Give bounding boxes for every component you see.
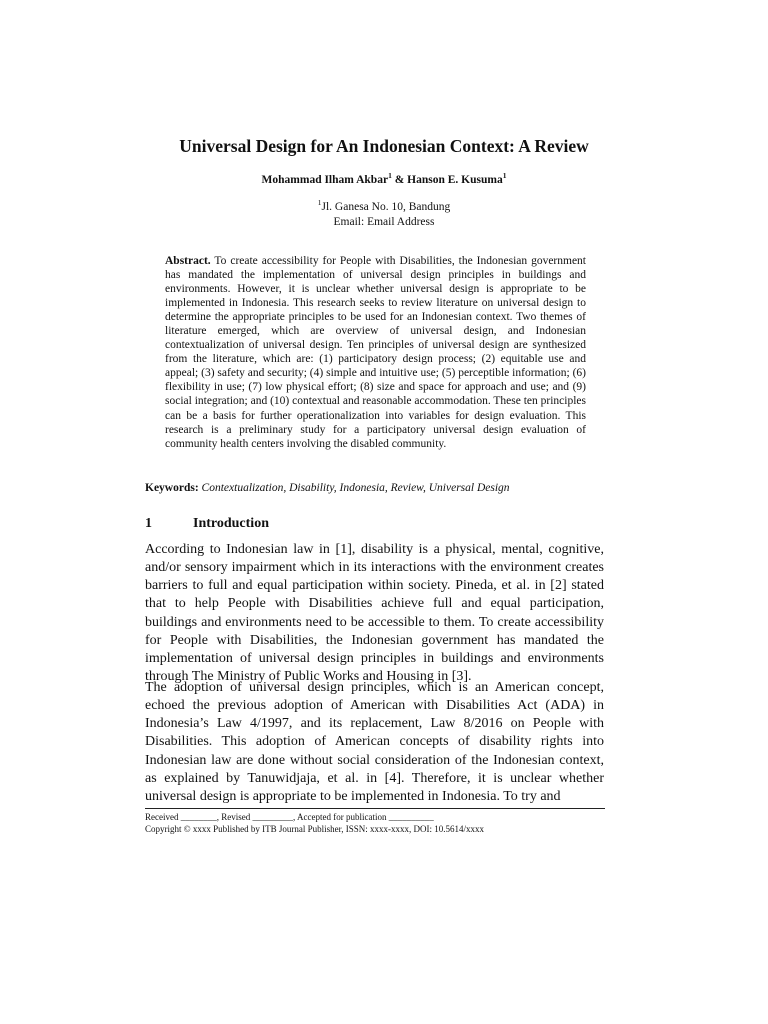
footer-received: Received ________, Revised _________, Accepted for publication __________ bbox=[145, 812, 434, 822]
author-2-affiliation-mark: 1 bbox=[502, 171, 507, 181]
intro-paragraph-1: According to Indonesian law in [1], disability is a physical, mental, cognitive, and/or sensory impairment which in its interactions with the environment creates barriers to full and equal participation within society. Pineda, et al. in [2] stated that to help People with Disabilities achieve full and equal participation, buildings and environments need to be accessible to them. To create accessibility for People with Disabilities, the Indonesian government has mandated the implementation of universal design principles in buildings and environments through The Ministry of Public Works and Housing in [3]. bbox=[145, 542, 604, 685]
author-separator: & bbox=[391, 174, 408, 186]
keywords-label: Keywords: bbox=[145, 482, 199, 494]
intro-paragraph-2: The adoption of universal design principles, which is an American concept, echoed the previous adoption of American with Disabilities Act (ADA) in Indonesia’s Law 4/1997, and its replacement, Law 8/2016 on People with Disabilities. This adoption of American concepts of disability rights into Indonesian law are done without social consideration of the Indonesian context, as explained by Tanuwidjaja, et al. in [4]. Therefore, it is unclear whether universal design is appropriate to be implemented in Indonesia. To try and bbox=[145, 680, 604, 804]
footer-copyright: Copyright © xxxx Published by ITB Journal Publisher, ISSN: xxxx-xxxx, DOI: 10.5614/xxxx bbox=[145, 823, 484, 834]
affiliation-address: Jl. Ganesa No. 10, Bandung bbox=[321, 201, 451, 213]
section-number: 1 bbox=[145, 516, 152, 531]
keywords bbox=[145, 482, 607, 494]
section-heading bbox=[145, 516, 269, 532]
author-1-affiliation-mark: 1 bbox=[388, 171, 392, 181]
affiliation-email: Email: Email Address bbox=[333, 216, 435, 228]
author-line bbox=[0, 171, 768, 186]
abstract-label: Abstract. bbox=[165, 255, 211, 267]
paper-title: Universal Design for An Indonesian Context: A Review bbox=[179, 136, 589, 156]
affiliation-mark: 1 bbox=[317, 198, 322, 208]
author-2-name: Hanson E. Kusuma bbox=[407, 174, 503, 186]
footer bbox=[145, 812, 605, 835]
affiliation-address-line bbox=[0, 200, 768, 215]
abstract-text: To create accessibility for People with Disabilities, the Indonesian government has mandated the implementation of universal design principles in buildings and environments. However, it is unclear whether universal design is appropriate to be implemented in Indonesia. This research seeks to review literature on universal design to determine the appropriate principles to be used for an Indonesian context. Two themes of literature emerged, which are overview of universal design, and Indonesian contextualization of universal design. Ten principles of universal design are synthesized from the literature, which are: (1) participatory design process; (2) equitable use and appeal; (3) safety and security; (4) simple and intuitive use; (5) perceptible information; (6) flexibility in use; (7) low physical effort; (8) size and space for approach and use; and (9) social integration; and (10) contextual and reasonable accommodation. These ten principles can be a basis for further operationalization into variables for design evaluation. This research is a preliminary study for a participatory universal design evaluation of community health centers involving the disabled community. bbox=[165, 255, 587, 450]
abstract bbox=[165, 254, 586, 451]
section-title: Introduction bbox=[193, 516, 269, 531]
keywords-text: Contextualization, Disability, Indonesia, Review, Universal Design bbox=[201, 482, 510, 494]
footer-rule bbox=[145, 808, 605, 809]
author-1-name: Mohammad Ilham Akbar bbox=[261, 174, 389, 186]
affiliation-block bbox=[0, 200, 768, 230]
